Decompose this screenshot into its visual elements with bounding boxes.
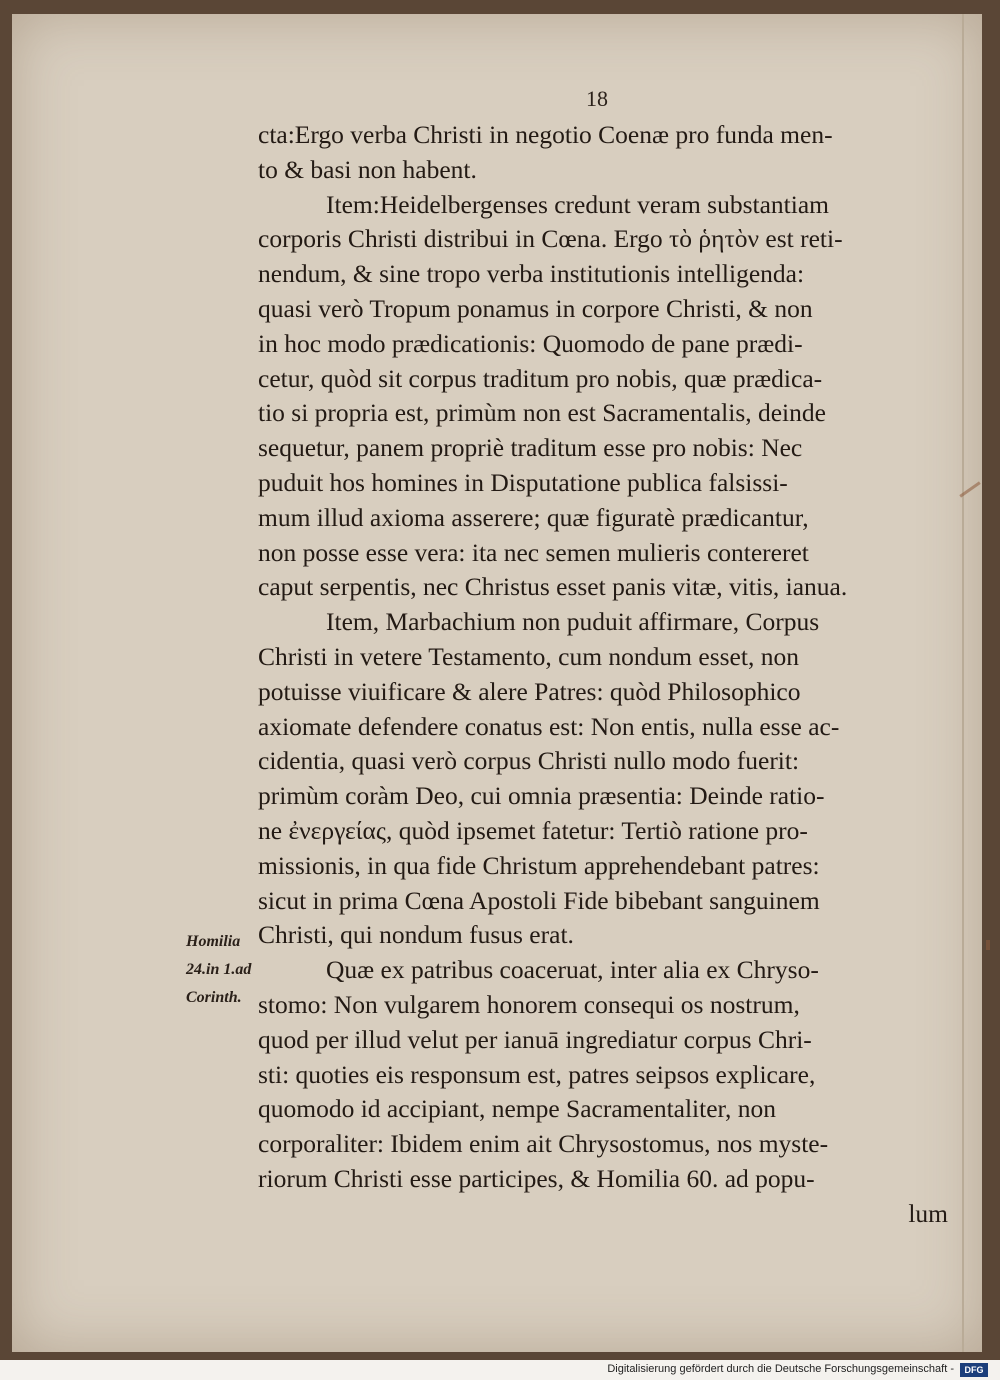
page-number: 18 [586,86,608,111]
text-line: Christi, qui nondum fusus erat. [258,920,574,950]
text-line: caput serpentis, nec Christus esset panis vitæ, vitis, ianua. [258,572,848,602]
dfg-logo: DFG [960,1363,988,1377]
page-edge [962,14,964,1352]
footer [0,1360,1000,1380]
text-line: sequetur, panem propriè traditum esse pro nobis: Nec [258,433,803,463]
margin-note-line: Homilia [186,933,241,950]
text-line: cidentia, quasi verò corpus Christi nullo modo fuerit: [258,746,800,776]
text-line: to & basi non habent. [258,154,477,184]
text-line: Item:Heidelbergenses credunt veram substantiam [326,189,829,219]
text-line: axiomate defendere conatus est: Non entis, nulla esse ac- [258,711,840,741]
text-line: corporis Christi distribui in Cœna. Ergo τὸ ῥητὸν est reti- [258,224,843,254]
text-line: Item, Marbachium non puduit affirmare, Corpus [326,607,820,637]
text-line: primùm coràm Deo, cui omnia præsentia: Deinde ratio- [258,781,825,811]
text-line: nendum, & sine tropo verba institutionis intelligenda: [258,259,805,289]
ink-mark [986,940,990,950]
text-line: mum illud axioma asserere; quæ figuratè prædicantur, [258,502,809,532]
text-line: quod per illud velut per ianuā ingrediatur corpus Chri- [258,1024,812,1054]
text-line: sicut in prima Cœna Apostoli Fide bibebant sanguinem [258,885,820,915]
text-line: quomodo id accipiant, nempe Sacramentaliter, non [258,1094,777,1124]
margin-note [186,928,262,1012]
body-text [258,118,948,1232]
footer-credit: Digitalisierung gefördert durch die Deutsche Forschungsgemeinschaft - [607,1363,954,1375]
text-line: quasi verò Tropum ponamus in corpore Christi, & non [258,293,813,323]
text-line: cta:Ergo verba Christi in negotio Coenæ pro funda men- [258,120,833,149]
margin-note-line: 24.in 1.ad [186,961,252,978]
catchword: lum [908,1198,948,1228]
margin-note-line: Corinth. [186,989,242,1006]
text-line: potuisse viuificare & alere Patres: quòd Philosophico [258,676,801,706]
text-line: tio si propria est, primùm non est Sacramentalis, deinde [258,398,826,428]
text-line: Christi in vetere Testamento, cum nondum esset, non [258,641,799,671]
text-line: sti: quoties eis responsum est, patres seipsos explicare, [258,1059,816,1089]
text-line: Quæ ex patribus coaceruat, inter alia ex Chryso- [326,955,819,985]
text-line: non posse esse vera: ita nec semen mulieris contereret [258,537,809,567]
text-line: puduit hos homines in Disputatione publica falsissi- [258,467,788,497]
text-line: riorum Christi esse participes, & Homilia 60. ad popu- [258,1163,815,1193]
text-line: ne ἐνεργείας, quòd ipsemet fatetur: Tertiò ratione pro- [258,815,808,845]
text-line: missionis, in qua fide Christum apprehendebant patres: [258,850,820,880]
text-line: corporaliter: Ibidem enim ait Chrysostomus, nos myste- [258,1129,829,1159]
text-line: cetur, quòd sit corpus traditum pro nobis, quæ prædica- [258,363,823,393]
text-line: stomo: Non vulgarem honorem consequi os nostrum, [258,989,800,1019]
text-line: in hoc modo prædicationis: Quomodo de pane prædi- [258,328,803,358]
